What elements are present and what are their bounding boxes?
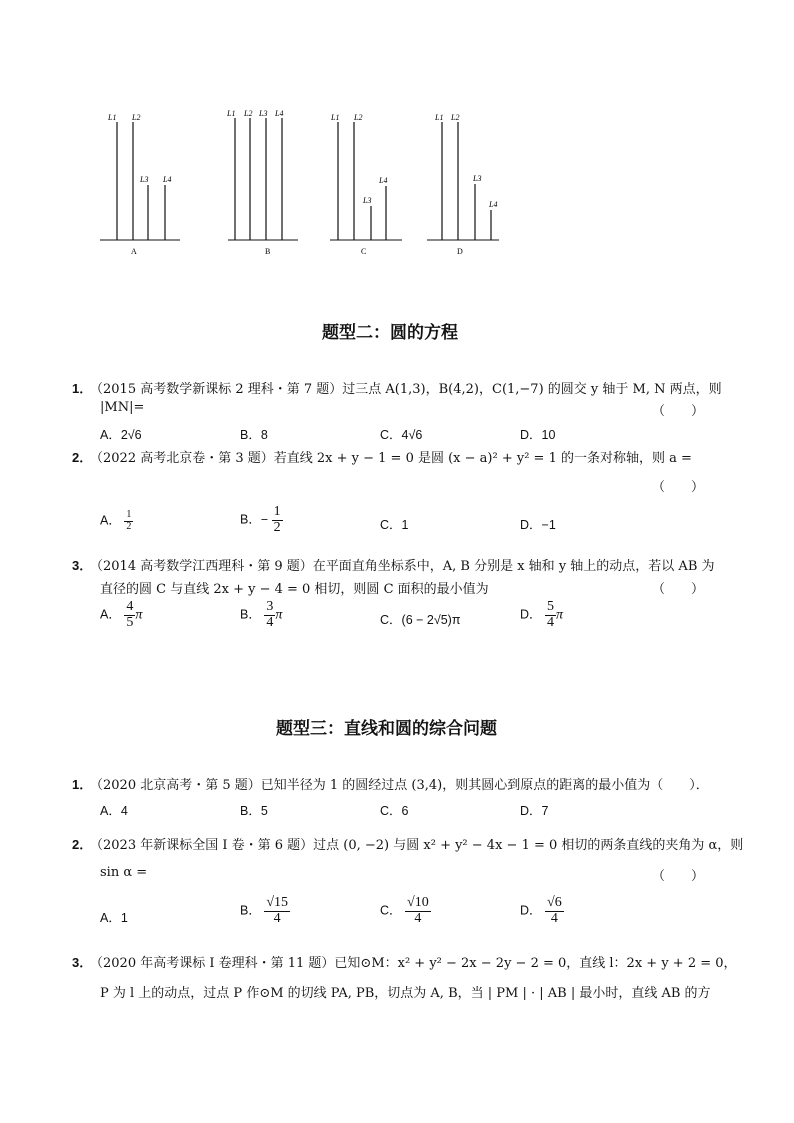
s2-q3-option-c: C．(6 − 2√5)π: [380, 613, 461, 627]
panel-d-l4: L4: [489, 200, 498, 209]
s3-q2-d-numerator: √6: [547, 895, 562, 910]
s2-q2-text: （2022 高考北京卷・第 3 题）若直线 2x + y − 1 = 0 是圆 (x − a)² + y² = 1 的一条对称轴，则 a =: [90, 451, 692, 466]
s2-q1-option-a: A．2√6: [100, 428, 142, 442]
panel-b-label: B: [265, 247, 271, 256]
s3-q2-option-b-label: B．: [240, 903, 261, 918]
s2-q3-option-b: [240, 600, 282, 630]
panel-c: [330, 113, 402, 256]
s2-q2-a-denominator: 2: [126, 520, 132, 532]
panel-b-l3: L3: [259, 109, 268, 118]
s3-q2-b-numerator: √15: [266, 895, 289, 910]
s2-q3-a-numerator: 4: [126, 599, 134, 614]
s2-q2-option-b: [240, 505, 283, 535]
s3-q3-number: 3．: [72, 955, 93, 970]
panel-c-l1: L1: [331, 113, 340, 122]
s2-q3-option-b-label: B．: [240, 607, 261, 622]
s2-q2-number: 2．: [72, 450, 93, 465]
panel-b-l4: L4: [275, 109, 284, 118]
panel-d-l3: L3: [473, 174, 482, 183]
panel-a-l2: L2: [132, 113, 141, 122]
s3-q1-option-b: B．5: [240, 804, 268, 818]
s3-q2-number: 2．: [72, 837, 93, 852]
s2-q1-option-c: C．4√6: [380, 428, 423, 442]
bar-lines-figure: [95, 100, 515, 265]
s3-q2-d-denominator: 4: [550, 910, 558, 926]
s2-q3-option-d-label: D．: [520, 607, 542, 622]
s2-q3-option-a: [100, 600, 142, 630]
s2-q3-d-denominator: 4: [547, 614, 555, 630]
s2-q3-d-pi: π: [556, 607, 564, 623]
panel-c-label: C: [361, 247, 367, 256]
s3-q2-option-a: A．1: [100, 911, 128, 925]
s3-q1-option-c: C．6: [380, 804, 409, 818]
panel-a-l4: L4: [163, 175, 172, 184]
s3-q1-number: 1．: [72, 777, 93, 792]
panel-d-label: D: [457, 247, 463, 256]
s3-q2-option-d: [520, 896, 564, 926]
s2-q2-answer-paren: （ ）: [652, 479, 705, 494]
s2-q3-b-pi: π: [275, 607, 283, 623]
s2-q1-option-b: B．8: [240, 428, 268, 442]
s2-q1-number: 1．: [72, 381, 93, 396]
section3-title: 题型三：直线和圆的综合问题: [276, 719, 497, 739]
s2-q3-option-d: [520, 600, 563, 630]
s2-q2-option-a: [100, 510, 133, 532]
panel-d: [427, 113, 499, 256]
s2-q1-option-d: D．10: [520, 428, 556, 442]
panel-c-l3: L3: [363, 196, 372, 205]
s3-q2-c-denominator: 4: [414, 910, 422, 926]
s3-q2-b-denominator: 4: [273, 910, 281, 926]
s2-q2-a-numerator: 1: [126, 509, 132, 520]
s2-q3-text-line2: 直径的圆 C 与直线 2x + y − 4 = 0 相切，则圆 C 面积的最小值为: [100, 582, 489, 597]
s3-q2-text: （2023 年新课标全国 Ⅰ 卷・第 6 题）过点 (0, −2) 与圆 x² + y² − 4x − 1 = 0 相切的两条直线的夹角为 α，则: [90, 838, 744, 853]
s2-q3-d-numerator: 5: [547, 599, 555, 614]
s3-q1-option-d: D．7: [520, 804, 549, 818]
s3-q1-text: （2020 北京高考・第 5 题）已知半径为 1 的圆经过点 (3,4)，则其圆心到原点的距离的最小值为（ ）．: [90, 778, 709, 793]
panel-b-l1: L1: [227, 109, 236, 118]
s2-q3-a-denominator: 5: [126, 614, 134, 630]
s2-q1-text: （2015 高考数学新课标 2 理科・第 7 题）过三点 A(1,3)，B(4,2)，C(1,−7) 的圆交 y 轴于 M, N 两点，则: [90, 382, 722, 397]
s2-q3-number: 3．: [72, 558, 93, 573]
panel-b-l2: L2: [244, 109, 253, 118]
s3-q2-answer-paren: （ ）: [652, 868, 705, 883]
panel-c-l4: L4: [379, 176, 388, 185]
s2-q2-b-denominator: 2: [273, 519, 281, 535]
s3-q1-option-a: A．4: [100, 804, 128, 818]
s2-q3-option-a-label: A．: [100, 607, 121, 622]
s2-q1-answer-paren: （ ）: [652, 403, 705, 418]
s3-q3-text: （2020 年高考课标 Ⅰ 卷理科・第 11 题）已知⊙M：x² + y² − 2x − 2y − 2 = 0，直线 l：2x + y + 2 = 0，: [90, 956, 737, 971]
s2-q2-option-b-label: B．−: [240, 512, 269, 527]
panel-d-l1: L1: [435, 113, 444, 122]
s3-q2-option-c-label: C．: [380, 903, 402, 918]
panel-a-label: A: [131, 247, 137, 256]
panel-d-l2: L2: [451, 113, 460, 122]
s2-q2-b-numerator: 1: [273, 504, 281, 519]
panel-a-l1: L1: [108, 113, 117, 122]
s2-q3-b-numerator: 3: [266, 599, 274, 614]
s3-q2-c-numerator: √10: [407, 895, 429, 910]
s2-q1-text-line2: |MN|=: [100, 400, 145, 415]
s2-q3-answer-paren: （ ）: [652, 581, 705, 596]
panel-b: [226, 109, 298, 256]
panel-c-l2: L2: [354, 113, 363, 122]
s3-q3-text-line2: P 为 l 上的动点，过点 P 作⊙M 的切线 PA, PB，切点为 A, B，当 | PM | · | AB | 最小时，直线 AB 的方: [100, 986, 711, 1001]
panel-a-l3: L3: [140, 175, 149, 184]
panel-a: [100, 113, 180, 256]
s2-q2-option-d: D．−1: [520, 518, 556, 532]
s3-q2-option-c: [380, 896, 431, 926]
s2-q3-a-pi: π: [135, 607, 143, 623]
s2-q2-option-a-label: A．: [100, 513, 121, 528]
s3-q2-text-line2: sin α =: [100, 865, 148, 880]
s2-q3-b-denominator: 4: [266, 614, 274, 630]
s2-q3-text: （2014 高考数学江西理科・第 9 题）在平面直角坐标系中，A, B 分别是 x 轴和 y 轴上的动点，若以 AB 为: [90, 559, 715, 574]
s2-q2-option-c: C．1: [380, 518, 409, 532]
s3-q2-option-b: [240, 896, 290, 926]
s3-q2-option-d-label: D．: [520, 903, 542, 918]
section2-title: 题型二：圆的方程: [322, 323, 458, 343]
